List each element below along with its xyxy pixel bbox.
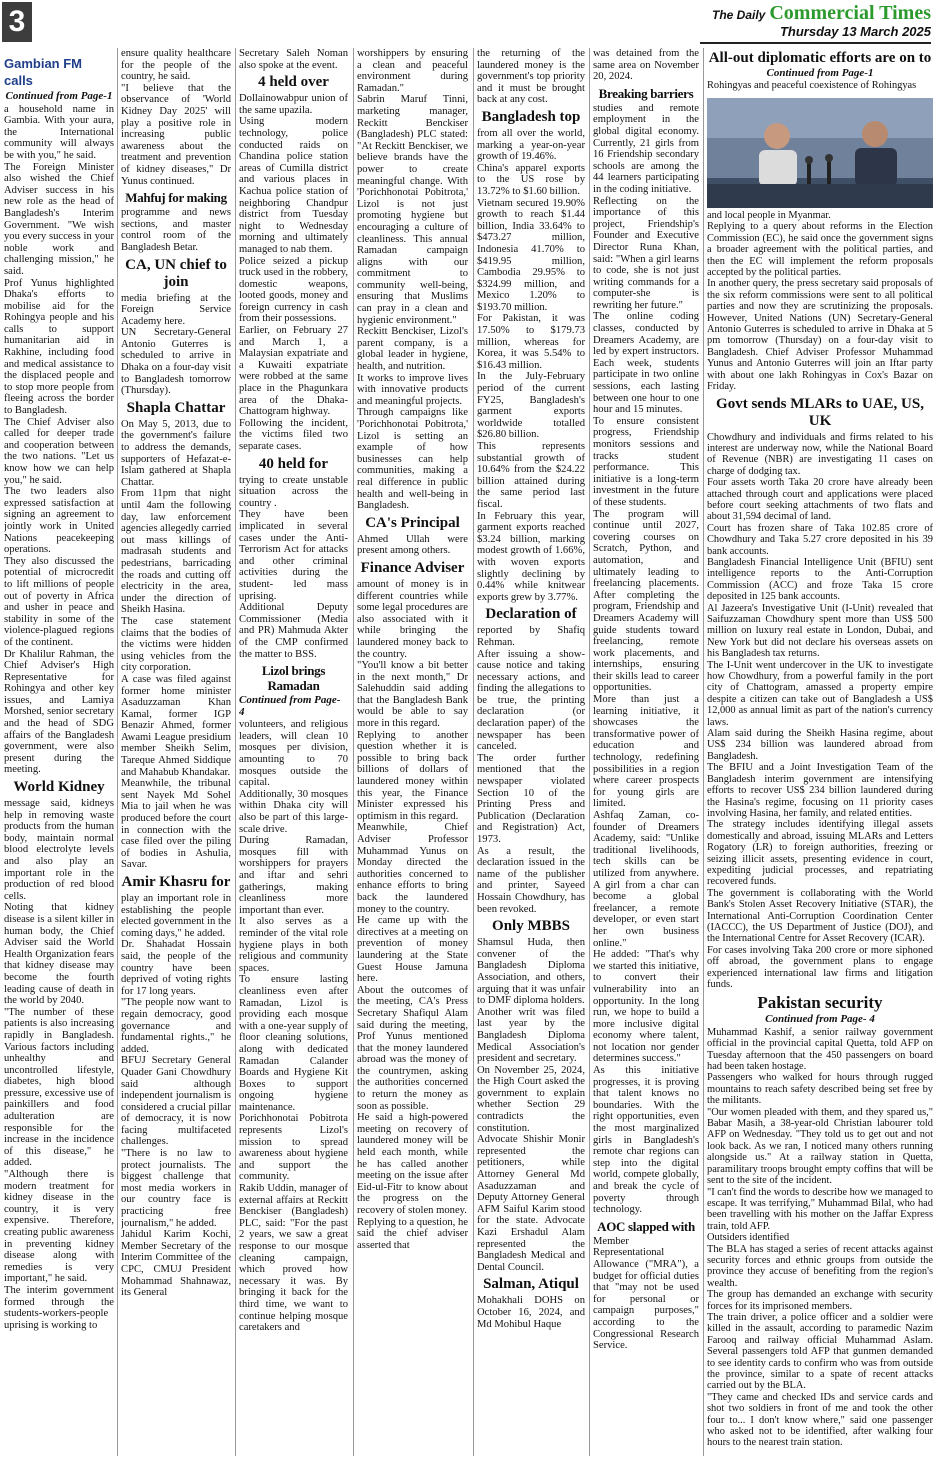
column-3 <box>239 48 348 1456</box>
paragraph: Prof Yunus highlighted Dhaka's efforts to mobilise aid for the Rohingya people and his calls to support humanitarian aid in Rakhine, including food and medical assistance to the displaced people and to stop more people from fleeing across the border to Bangladesh. <box>4 277 114 417</box>
paragraph: The strategy includes identifying illegal assets domestically and abroad, issuing MLARs and Letters Rogatory (LR) to foreign authorities, freezing or seizing illicit assets, presenting evidence in court, expediting judicial processes, and repatriating recovered funds. <box>707 819 933 888</box>
paragraph: The I-Unit went undercover in the UK to investigate how Chowdhury, from a powerful family in the port city of Chattogram, amassed a property empire despite a citizen can take out of Bangladesh a US$ 12,000 as annual limit as part of the nation's currency laws. <box>707 659 933 728</box>
paragraph: ensure quality healthcare for the people of the country, he said. <box>121 48 231 83</box>
paragraph: The two leaders also expressed satisfaction at signing an agreement to jointly work in United Nations peacekeeping operations. <box>4 486 114 556</box>
paragraph: He said a high-powered meeting on recovery of laundered money will be held each month, while he has called another meeting on the issue after Eid-ul-Fitr to know about the progress on the recovery of stolen money. <box>357 1112 468 1216</box>
paragraph: In another query, the press secretary said proposals of the six reform commissions were sent to all political parties and now they are scrutinizing the proposals. However, United Nations (UN) Secretary-General Antonio Guterres is scheduled to arrive in Dhaka at 5 pm tomorrow (Thursday) on a four-day visit to Bangladesh. Chief Adviser Professor Muhammad Yunus and Antonio Guterres will join an Iftar party with about one lakh Rohingyas in Cox's Bazar on Friday. <box>707 278 933 393</box>
headline: Lizol brings Ramadan <box>261 663 326 694</box>
paragraph: BFUJ Secretary General Quader Gani Chowdhury said although independent journalism is considered a crucial pillar of democracy, it is now facing multifaceted challenges. <box>121 1055 231 1148</box>
paragraph: and local people in Myanmar. <box>707 210 831 221</box>
paragraph: Vietnam secured 19.90% growth to reach $1.44 billion, India 33.64% to $473.27 million, Indonesia 41.70% to $419.95 million, Cambodia 29.95% to $324.99 million, and Mexico 1.20% to $193.70 million. <box>477 197 585 313</box>
paragraph: Dollainowabpur union of the same upazila. <box>239 93 348 116</box>
paragraph: As a result, the declaration issued in the name of the publisher and printer, Sayeed Hossain Chowdhury, has been revoked. <box>477 845 585 915</box>
paragraph: Another writ was filed last year by the Bangladesh Diploma Medical Association's president and secretary. <box>477 1006 585 1065</box>
paragraph: "There is no law to protect journalists. The biggest challenge that most media workers in our country face is practicing free journalism," he added. <box>121 1148 231 1229</box>
paragraph: The government is collaborating with the World Bank's Stolen Asset Recovery Initiative (STAR), the International Anti-Corruption Coordination Center (IACCC), the US Department of Justice (DOJ), and the International Centre for Asset Recovery (ICAR). <box>707 887 933 945</box>
paragraph: From 11pm that night until 4am the following day, law enforcement agencies allegedly carried out mass killings of madrasah students and pedestrians, barricading the roads and cutting off electricity in the area, under the direction of Sheikh Hasina. <box>121 488 231 616</box>
headline: Breaking barriers <box>598 85 694 101</box>
paragraph: Ashfaq Zaman, co-founder of Dreamers Academy, said: "Unlike traditional livelihoods, tech skills can be utilized from anywhere. A girl from a char can become a global freelancer, a remote developer, or even start her own business online." <box>593 810 699 949</box>
paragraph: Meanwhile, Chief Adviser Professor Muhammad Yunus on Monday directed the authorities concerned to enhance efforts to bring back the laundered money to the country. <box>357 822 468 915</box>
headline: 40 held for <box>258 455 329 472</box>
paragraph: Following the incident, the victims filed two separate cases. <box>239 417 348 452</box>
paragraph: Meanwhile, the tribunal sent Nayek Md Sohel Mia to jail when he was produced before the court in connection with the case filed over the piling of bodies in Ashulia, Savar. <box>121 778 231 871</box>
paragraph: On May 5, 2013, due to the government's failure to address the demands, supporters of Hefazat-e-Islam gathered at Shapla Chattar. <box>121 418 231 488</box>
paragraph: Alam said during the Sheikh Hasina regime, about US$ 234 billion was laundered abroad from Bangladesh. <box>707 728 933 762</box>
headline: Pakistan security <box>757 993 883 1013</box>
paragraph: They also discussed the potential of microcredit to lift millions of people out of poverty in Africa and usher in peace and stability in some of the violence-plagued regions of the continent. <box>4 555 114 648</box>
paragraph: Ahmed Ullah were present among others. <box>357 533 468 557</box>
column-divider <box>353 48 354 1456</box>
masthead-rule <box>700 42 931 44</box>
column-2 <box>121 48 231 1456</box>
paragraph: On November 25, 2024, the High Court asked the government to explain whether Section 29 contradicts the constitution. <box>477 1064 585 1134</box>
paragraph: For cases involving Taka 200 crore or more siphoned off abroad, the government plans to engage experienced international law firms and litigation funds. <box>707 944 933 990</box>
paper-prefix: The Daily <box>712 8 766 22</box>
paragraph: He came up with the directives at a meeting on prevention of money laundering at the State Guest House Jamuna here. <box>357 915 468 985</box>
press-briefing-photo-illustration <box>707 98 933 208</box>
paragraph: The online coding classes, conducted by Dreamers Academy, are led by expert instructors. Each week, students participate in two online sessions, each lasting between one hour to one hour and 15 minutes. <box>593 311 699 416</box>
paragraph: Jahidul Karim Kochi, Member Secretary of the Interim Committee of the CPC, CMUJ President Mohammad Shahnawaz, its General <box>121 1229 231 1299</box>
paragraph: Secretary Saleh Noman also spoke at the event. <box>239 48 348 71</box>
paragraph: Bangladesh Financial Intelligence Unit (BFIU) sent intelligence reports to the Anti-Corruption Commission (ACC) and froze Taka 15 crore deposited in 125 bank accounts. <box>707 556 933 603</box>
headline: Only MBBS <box>492 918 570 935</box>
paragraph: The Chief Adviser also called for deeper trade and cooperation between the two nations. "Let us know how we can help you," he said. <box>4 416 114 486</box>
paragraph: was detained from the same area on November 20, 2024. <box>593 48 699 83</box>
paragraph: A case was filed against former home minister Asaduzzaman Khan Kamal, former IGP Benazir Ahmed, former Awami League presidium member Sheikh Selim, Tareque Ahmed Siddique and Mahabub Khandakar. <box>121 673 231 778</box>
headline: Declaration of <box>485 606 577 623</box>
page-number: 3 <box>2 2 32 42</box>
paragraph: It also serves as a reminder of the vital role hygiene plays in both religious and community spaces. <box>239 916 348 974</box>
paragraph: UN Secretary-General Antonio Guterres is scheduled to arrive in Dhaka on a four-day visit to Bangladesh tomorrow (Thursday). <box>121 327 231 397</box>
paragraph: trying to create unstable situation across the country . <box>239 474 348 509</box>
paragraph: amount of money is in different countries while some legal procedures are also associated with it while bringing the laundered money back to the country. <box>357 578 468 660</box>
paragraph: "Our women pleaded with them, and they spared us," Babar Masih, a 38-year-old Christian labourer told AFP on Wednesday. "They told us to get out and not look back. As we ran, I noticed many others running alongside us." At a railway station in Quetta, paramilitary troops brought empty coffins that will be sent to the site of the incident. <box>707 1106 933 1187</box>
paragraph: programme and news sections, and master control room of the Bangladesh Betar. <box>121 207 231 253</box>
paragraph: Advocate Shishir Monir represented the petitioners, while Attorney General Md Asaduzzaman and Deputy Attorney General AFM Saiful Karim stood for the state. Advocate Kazi Ershadul Alam represented the Bangladesh Medical and Dental Council. <box>477 1134 585 1273</box>
paragraph: Additionally, 30 mosques within Dhaka city will also be part of this large-scale drive. <box>239 788 348 835</box>
paragraph: This represents substantial growth of 10.64% from the $24.22 billion attained during the same period last fiscal. <box>477 441 585 510</box>
headline: Salman, Atiqul <box>483 1276 579 1293</box>
column-divider <box>703 48 704 1456</box>
column-divider <box>117 48 118 1456</box>
column-6 <box>593 48 699 1456</box>
paragraph: "They came and checked IDs and service cards and shot two soldiers in front of me and took the other four to... I don't know where," said one passenger who asked not to be identified, after walking four hours to the nearest train station. <box>707 1391 933 1449</box>
paragraph: Using modern technology, police conducted raids on Chandina police station areas of Cumilla district and various places in Kachua police station of neighboring Chandpur district from Tuesday night to Wednesday morning and ultimately managed to nab them. <box>239 116 348 255</box>
paragraph: Replying to another question whether it is possible to bring back billions of dollars of laundered money within this year, the Finance Minister expressed his optimism in this regard. <box>357 729 468 822</box>
paragraph: The BFIU and a Joint Investigation Team of the Bangladesh interim government are intensifying efforts to recover US$ 234 billion laundered during the Hasina's regime, focusing on 11 priority cases involving Hasina, her family, and related entities. <box>707 762 933 819</box>
headline: CA, UN chief to join <box>125 256 227 290</box>
paragraph: "I believe that the observance of 'World Kidney Day 2025' will play a positive role in increasing public awareness about the treatment and prevention of kidney diseases," Dr Yunus continued. <box>121 82 231 187</box>
paragraph: Replying to a question, he said the chief adviser asserted that <box>357 1216 468 1251</box>
paragraph: Reckitt Benckiser, Lizol's parent company, is a global leader in hygiene, health, and nutrition. <box>357 326 468 373</box>
paragraph: China's apparel exports to the US rose by 13.72% to $1.60 billion. <box>477 162 585 197</box>
paragraph: Passengers who walked for hours through rugged mountains to reach safety described being set free by the militants. <box>707 1072 933 1107</box>
paragraph: Dr Khalilur Rahman, the Chief Adviser's High Representative for Rohingya and other key issues, and Lamiya Morshed, senior secretary and the head of SDG affairs of the Bangladesh government, were also present during the meeting. <box>4 648 114 776</box>
paragraph: Court has frozen share of Taka 102.85 crore of Chowdhury and Taka 5.27 crore deposited in his 39 bank accounts. <box>707 522 933 557</box>
paragraph: To ensure consistent progress, Friendship monitors sessions and tracks student performance. This initiative is a long-term investment in the future of these students. <box>593 415 699 508</box>
paragraph: Rakib Uddin, manager of external affairs at Reckitt Benckiser (Bangladesh) PLC, said: "For the past 2 years, we saw a great response to our mosque cleaning campaign, which proved how necessary it was. By bringing it back for the third time, we want to continue helping mosque caretakers and <box>239 1183 348 1334</box>
headline: Bangladesh top <box>481 108 581 125</box>
headline: All-out diplomatic efforts are on to <box>708 50 932 66</box>
paragraph: Four assets worth Taka 20 crore have already been attached through court and applications were placed before court seeking attachments of two flats and about 31,594 decimal of land. <box>707 477 933 523</box>
paragraph: message said, kidneys help in removing waste products from the human body, maintain normal blood electrolyte levels and also play an important role in the production of red blood cells. <box>4 798 114 902</box>
paragraph: Muhammad Kashif, a senior railway government official in the provincial capital Quetta, told AFP on Tuesday afternoon that the 450 passengers on board had been taken hostage. <box>707 1026 933 1073</box>
paragraph: Additional Deputy Commissioner (Media and PR) Mahmuda Akter of the CMP confirmed the matter to BSS. <box>239 602 348 660</box>
paragraph: The case statement claims that the bodies of the victims were hidden using vehicles from the city corporation. <box>121 615 231 674</box>
continued-label: Continued from Page- 4 <box>239 694 341 718</box>
paragraph: Sabrin Maruf Tinni, marketing manager, Reckitt Benckiser (Bangladesh) PLC stated: "At Reckitt Benckiser, we believe brands have the power to create meaningful change. With 'Porichhonotai Pobitrota,' Lizol is not just promoting hygiene but encouraging a culture of cleanliness. This annual Ramadan campaign aligns with our commitment to community well-being, ensuring that Muslims can pray in a clean and hygienic environment." <box>357 94 468 326</box>
paragraph: They have been implicated in several cases under the Anti-Terrorism Act for attacks and other criminal activities during the student- led mass uprising. <box>239 509 348 602</box>
paragraph: Noting that kidney disease is a silent killer in human body, the Chief Adviser said the World Health Organization fears that kidney disease may become the fourth leading cause of death in the world by 2040. <box>4 902 114 1007</box>
paragraph: It works to improve lives with innovative products and meaningful projects. <box>357 372 468 407</box>
paragraph: "You'll know a bit better in the next month," Dr Salehuddin said adding that the Bangladesh Bank would be able to say more in this regard. <box>357 660 468 730</box>
paragraph: He added: "That's why we started this initiative, to convert their vulnerability into an opportunity. In the long run, we hope to build a more inclusive digital economy where talent, not location nor gender determines success." <box>593 949 699 1065</box>
paragraph: In the July-February period of the current FY25, Bangladesh's garment exports worldwide totalled $26.80 billion. <box>477 371 585 441</box>
paragraph: worshippers by ensuring a clean and peaceful environment during Ramadan." <box>357 48 468 94</box>
paragraph: Porichhonotai Pobitrota represents Lizol's mission to spread awareness about hygiene and support the community. <box>239 1113 348 1183</box>
paragraph: volunteers, and religious leaders, will clean 10 mosques per division, amounting to 70 mosques outside the capital. <box>239 719 348 789</box>
headline: AOC slapped with <box>597 1218 695 1234</box>
column-divider <box>589 48 590 1456</box>
paragraph: Through campaigns like 'Porichhonotai Pobitrota,' Lizol is setting an example of how businesses can help communities, making a real difference in public health and well-being in Bangladesh. <box>357 407 468 512</box>
column-1 <box>4 52 114 1460</box>
headline: Finance Adviser <box>360 559 465 576</box>
paper-title <box>712 2 931 25</box>
paragraph: The BLA has staged a series of recent attacks against security forces and ethnic groups from outside the province they accuse of benefiting from the region's wealth. <box>707 1243 933 1289</box>
paragraph: "I can't find the words to describe how we managed to escape. It was terrifying," Muhammad Bilal, who had been travelling with his mother on the Jaffar Express train, told AFP. <box>707 1186 933 1232</box>
paragraph: Police seized a pickup truck used in the robbery, domestic weapons, looted goods, money and foreign currency in cash from their possessions. <box>239 255 348 325</box>
paragraph: The interim government formed through the students-workers-people uprising is working to <box>4 1284 114 1331</box>
continued-label: Continued from Page- 4 <box>765 1013 875 1026</box>
paragraph: "The people now want to regain democracy, good governance and fundamental rights.," he added. <box>121 997 231 1055</box>
headline: Amir Khasru for <box>121 874 231 890</box>
paragraph: More than just a learning initiative, it showcases the transformative power of education and technology, redefining possibilities in a region where career prospects for young girls are limited. <box>593 694 699 810</box>
masthead <box>0 0 937 50</box>
column-4 <box>357 48 468 1456</box>
continued-label: Continued from Page-1 <box>766 67 874 79</box>
paragraph: The Foreign Minister also wished the Chief Adviser success in his new role as the head of Bangladesh's Interim Government. "We wish you every success in your noble work and challenging mission," he said. <box>4 161 114 277</box>
paragraph: About the outcomes of the meeting, CA's Press Secretary Shafiqul Alam said during the meeting, Prof Yunus mentioned that the money laundered abroad was the money of the countrymen, asking the authorities concerned to return the money as soon as possible. <box>357 984 468 1112</box>
paragraph: Replying to a query about reforms in the Election Commission (EC), he said once the government signs a broader agreement with the political parties, and then the EC will implement the reform proposals accepted by the political parties. <box>707 221 933 279</box>
continued-label: Continued from Page-1 <box>5 90 113 102</box>
paragraph: Reflecting on the importance of this project, Friendship's Founder and Executive Director Runa Khan, said: "When a girl learns to code, she is not just writing commands for a computer-she is rewriting her future." <box>593 195 699 311</box>
headline: CA's Principal <box>365 514 460 531</box>
paragraph: To ensure lasting cleanliness even after Ramadan, Lizol is providing each mosque with a one-year supply of floor cleaning solutions, along with dedicated Ramadan Calander Boards and Hygiene Kit Boxes to support ongoing hygiene maintenance. <box>239 974 348 1113</box>
paragraph: Rohingyas and peaceful coexistence of Rohingyas <box>707 80 917 92</box>
paragraph: reported by Shafiq Rehman. <box>477 625 585 648</box>
headline: Govt sends MLARs to UAE, US, UK <box>716 395 924 429</box>
headline: Gambian FM calls <box>4 56 83 88</box>
paragraph: Dr. Shahadat Hossain said, the people of the country have been deprived of voting rights for 17 long years. <box>121 939 231 997</box>
paragraph: In February this year, garment exports reached $3.24 billion, marking modest growth of 1.66%, with woven exports slightly declining by 0.44% while knitwear exports grew by 3.77%. <box>477 510 585 603</box>
headline: Shapla Chattar <box>126 399 226 416</box>
paragraph: The group has demanded an exchange with security forces for its imprisoned members. <box>707 1289 933 1312</box>
paragraph: Chowdhury and individuals and firms related to his interest are underway now, while the National Board of Revenue (NBR) are investigating 11 cases on charge of dodging tax. <box>707 431 933 477</box>
diplomatic-efforts-story <box>707 48 933 92</box>
column-divider <box>235 48 236 1456</box>
paragraph: Earlier, on February 27 and March 1, a Malaysian expatriate and a Kuwaiti expatriate were robbed at the same place in the Phagunkara area of the Dhaka-Chattogram highway. <box>239 325 348 418</box>
paragraph: a household name in Gambia. With your aura, the International community will always be with you," he said. <box>4 103 114 161</box>
press-briefing-photo <box>707 98 933 208</box>
issue-date: Thursday 13 March 2025 <box>779 24 931 39</box>
paragraph: Shamsul Huda, then convener of the Bangladesh Diploma Association, and others, arguing that it was unfair to DMF diploma holders. <box>477 937 585 1007</box>
paragraph: play an important role in establishing the people elected government in the coming days," he added. <box>121 893 231 939</box>
paragraph: For Pakistan, it was 17.50% to $179.73 million, whereas for Korea, it was 5.54% to $16.43 million. <box>477 313 585 371</box>
paragraph: "The number of these patients is also increasing rapidly in Bangladesh. Various factors including unhealthy and uncontrolled lifestyle, diabetes, high blood pressure, excessive use of painkillers and food adulteration are responsible for the increase in the incidence of this disease," he added. <box>4 1006 114 1169</box>
paragraph: After issuing a show-cause notice and taking necessary actions, and finding the allegations to be true, the printing declaration (or declaration paper) of the newspaper has been canceled. <box>477 648 585 753</box>
paragraph: Outsiders identified <box>707 1232 790 1244</box>
headline: Mahfuj for making <box>125 190 227 206</box>
paragraph: media briefing at the Foreign Service Academy here. <box>121 292 231 327</box>
paragraph: The program will continue until 2027, covering courses on Scratch, Python, and automation, and ultimately leading to freelancing placements. After completing the program, Friendship and Dreamers Academy will guide students toward freelancing, remote work placements, and internships, ensuring their skills lead to career opportunities. <box>593 508 699 694</box>
paragraph: the returning of the laundered money is the government's top priority and it must be brought back at any cost. <box>477 48 585 106</box>
paper-name: Commercial Times <box>769 2 931 24</box>
diplomatic-efforts-story-cont <box>707 210 933 1449</box>
paragraph: As this initiative progresses, it is proving that talent knows no boundaries. With the right opportunities, even the most marginalized girls in Bangladesh's remote char regions can step into the digital world, compete globally, and break the cycle of poverty through technology. <box>593 1065 699 1216</box>
paragraph: The train driver, a police officer and a soldier were killed in the assault, according to paramedic Nazim Farooq and railway official Muhammad Aslam. Several passengers told AFP that gunmen demanded to see identity cards to confirm who was from outside the province, similar to a spate of recent attacks carried out by the BLA. <box>707 1311 933 1392</box>
paragraph: "Although there is modern treatment for kidney disease in the country, it is very expensive. Therefore, creating public awareness in preventing kidney disease along with remedies is very important," he said. <box>4 1169 114 1285</box>
headline: World Kidney <box>13 779 105 796</box>
paragraph: The order further mentioned that the newspaper violated Section 10 of the Printing Press and Publication (Declaration and Registration) Act, 1973. <box>477 752 585 845</box>
paragraph: Member Representational Allowance ("MRA"), a budget for official duties that "may not be used for personal or campaign purposes," according to the Congressional Research Service. <box>593 1235 699 1352</box>
column-divider <box>473 48 474 1456</box>
headline: 4 held over <box>258 74 329 91</box>
paragraph: from all over the world, marking a year-on-year growth of 19.46%. <box>477 127 585 163</box>
column-5 <box>477 48 585 1456</box>
paragraph: studies and remote employment in the global digital economy. Currently, 21 girls from 16 Friendship secondary schools are among the 44 learners participating in the coding initiative. <box>593 102 699 195</box>
paragraph: Al Jazeera's Investigative Unit (I-Unit) revealed that Saifuzzaman Chowdhury spent more than US$ 500 million on luxury real estate in London, Dubai, and New York but did not declare his overseas assets on his Bangladesh tax returns. <box>707 602 933 660</box>
paragraph: During Ramadan, mosques fill with worshippers for prayers and iftar and sehri gatherings, making cleanliness more important than ever. <box>239 835 348 916</box>
paragraph: Mohakhali DOHS on October 16, 2024, and Md Mohibul Haque <box>477 1295 585 1330</box>
